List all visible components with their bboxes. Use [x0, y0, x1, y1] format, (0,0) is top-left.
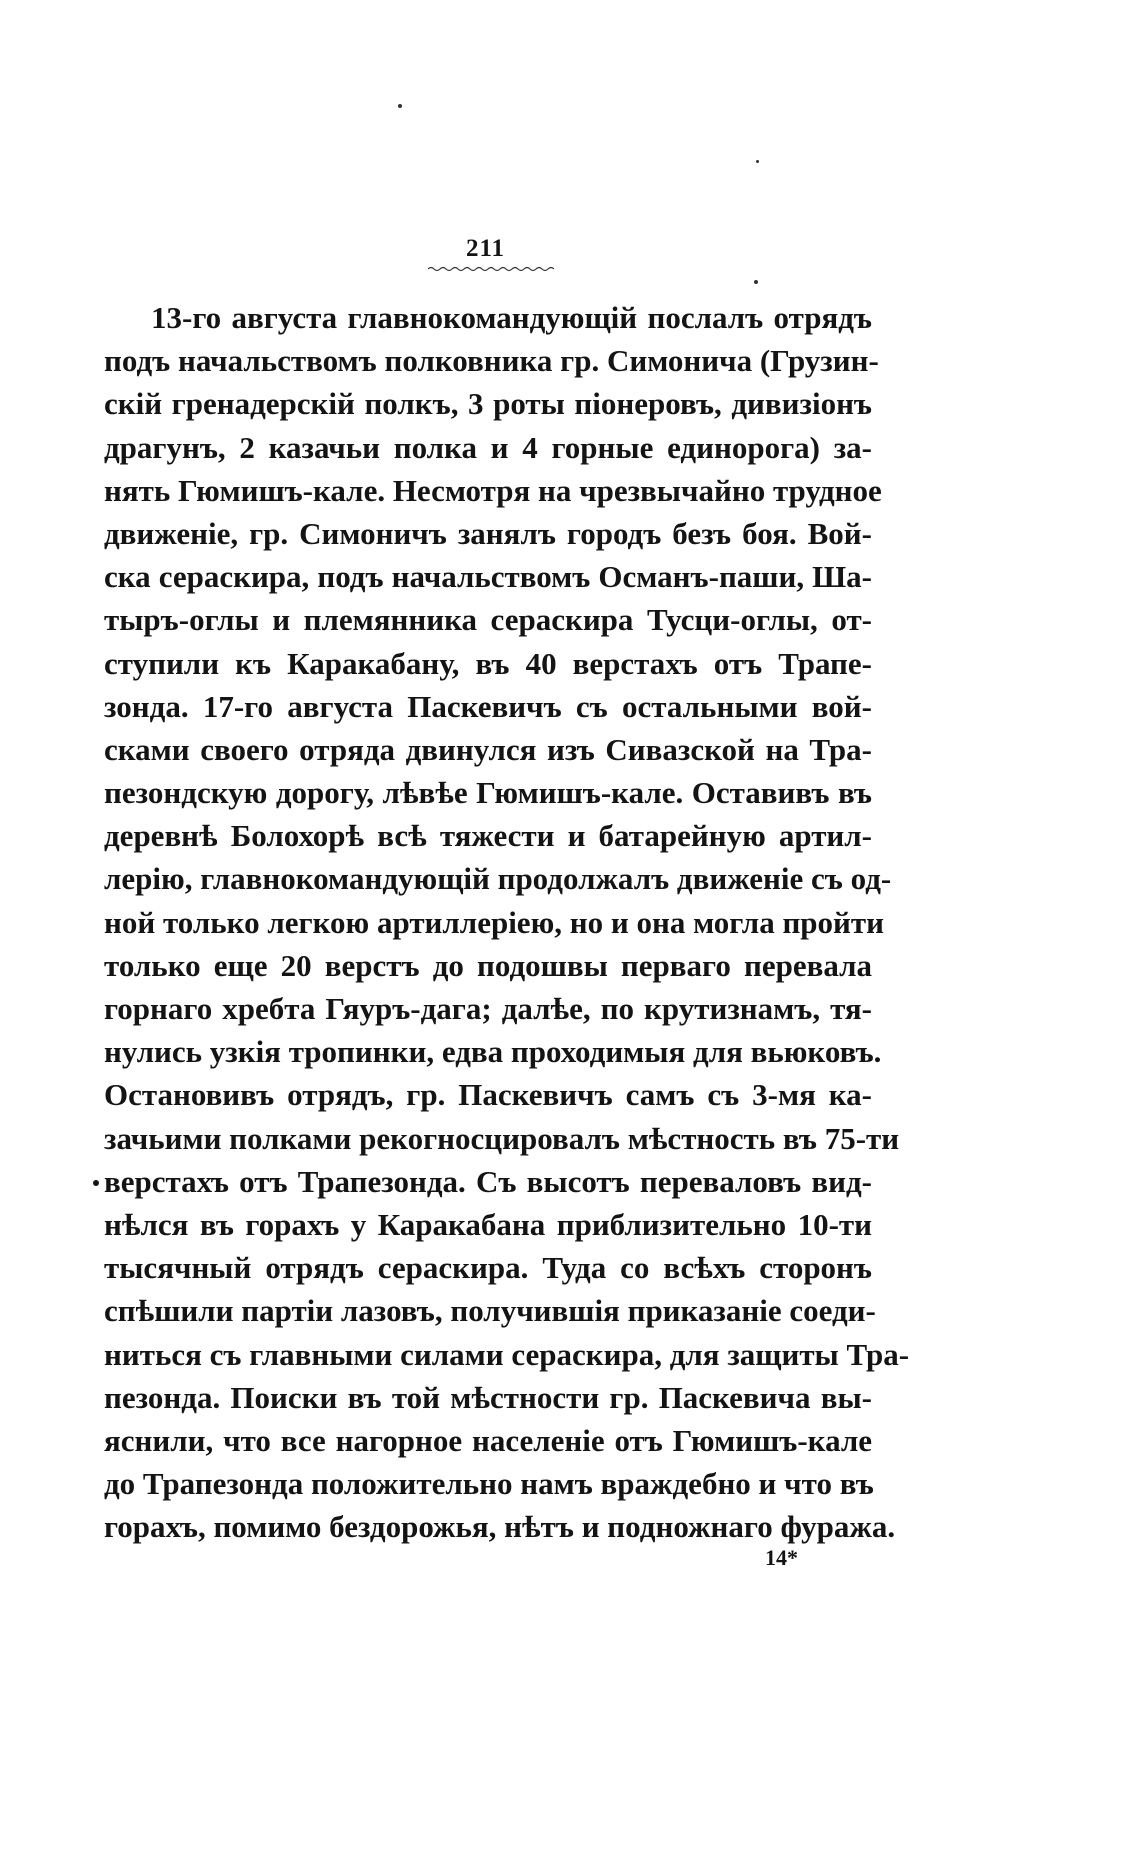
- text-line: яснили, что все нагорное населеніе отъ Гюмишъ-кале: [104, 1422, 872, 1458]
- text-line: скій гренадерскій полкъ, 3 роты піонеровъ, дивизіонъ: [104, 386, 872, 422]
- print-speck: [756, 160, 759, 163]
- text-line: тыръ-оглы и племянника сераскира Тусци-оглы, от-: [104, 602, 872, 638]
- text-line: ниться съ главными силами сераскира, для защиты Тра-: [104, 1336, 910, 1372]
- print-speck: [754, 280, 758, 284]
- text-line: горнаго хребта Гяуръ-дага; далѣе, по крутизнамъ, тя-: [104, 991, 872, 1026]
- page-number: 211: [465, 235, 506, 262]
- text-line: верстахъ отъ Трапезонда. Съ высотъ переваловъ вид-: [104, 1163, 872, 1199]
- text-line: ска сераскира, подъ начальствомъ Османъ-паши, Ша-: [104, 559, 872, 595]
- print-speck: [398, 104, 402, 108]
- text-line: деревнѣ Болохорѣ всѣ тяжести и батарейную артил-: [104, 818, 872, 854]
- text-line: пезонда. Поиски въ той мѣстности гр. Паскевича вы-: [104, 1379, 872, 1415]
- text-line: лерію, главнокомандующій продолжалъ движеніе съ од-: [104, 861, 892, 897]
- text-line: только еще 20 верстъ до подошвы перваго перевала: [104, 947, 872, 983]
- text-line: спѣшили партіи лазовъ, получившія приказаніе соеди-: [104, 1293, 876, 1329]
- text-line: подъ начальствомъ полковника гр. Симонича (Грузин-: [104, 343, 879, 379]
- text-line: драгунъ, 2 казачьи полка и 4 горные единорога) за-: [104, 429, 872, 465]
- text-line: тысячный отрядъ сераскира. Туда со всѣхъ сторонъ: [104, 1250, 872, 1286]
- text-line: ной только легкою артиллеріею, но и она могла пройти: [104, 904, 884, 940]
- text-line: сками своего отряда двинулся изъ Сивазской на Тра-: [104, 731, 872, 767]
- text-line: Остановивъ отрядъ, гр. Паскевичъ самъ съ 3-мя ка-: [104, 1077, 872, 1113]
- text-line: нѣлся въ горахъ у Каракабана приблизительно 10-ти: [104, 1206, 872, 1242]
- text-line: нять Гюмишъ-кале. Несмотря на чрезвычайно трудное: [104, 472, 882, 508]
- text-line: пезондскую дорогу, лѣвѣе Гюмишъ-кале. Оставивъ въ: [104, 775, 872, 811]
- wavy-rule-ornament: [428, 266, 554, 272]
- text-line: зонда. 17-го августа Паскевичъ съ остальными вой-: [104, 688, 872, 724]
- margin-bullet-mark: [93, 1180, 99, 1186]
- text-line: движеніе, гр. Симоничъ занялъ городъ безъ боя. Вой-: [104, 515, 872, 551]
- text-line: до Трапезонда положительно намъ враждебно и что въ: [104, 1466, 874, 1502]
- text-line: зачьими полками рекогносцировалъ мѣстность въ 75-ти: [104, 1120, 900, 1156]
- body-text: [104, 296, 910, 1548]
- printer-signature-mark: 14*: [765, 1545, 798, 1570]
- text-line: 13-го августа главнокомандующій послалъ отрядъ: [151, 300, 872, 335]
- text-line: нулись узкія тропинки, едва проходимыя для вьюковъ.: [104, 1034, 882, 1070]
- text-line: ступили къ Каракабану, въ 40 верстахъ отъ Трапе-: [104, 645, 872, 681]
- text-line: горахъ, помимо бездорожья, нѣтъ и подножнаго фуража.: [104, 1509, 896, 1545]
